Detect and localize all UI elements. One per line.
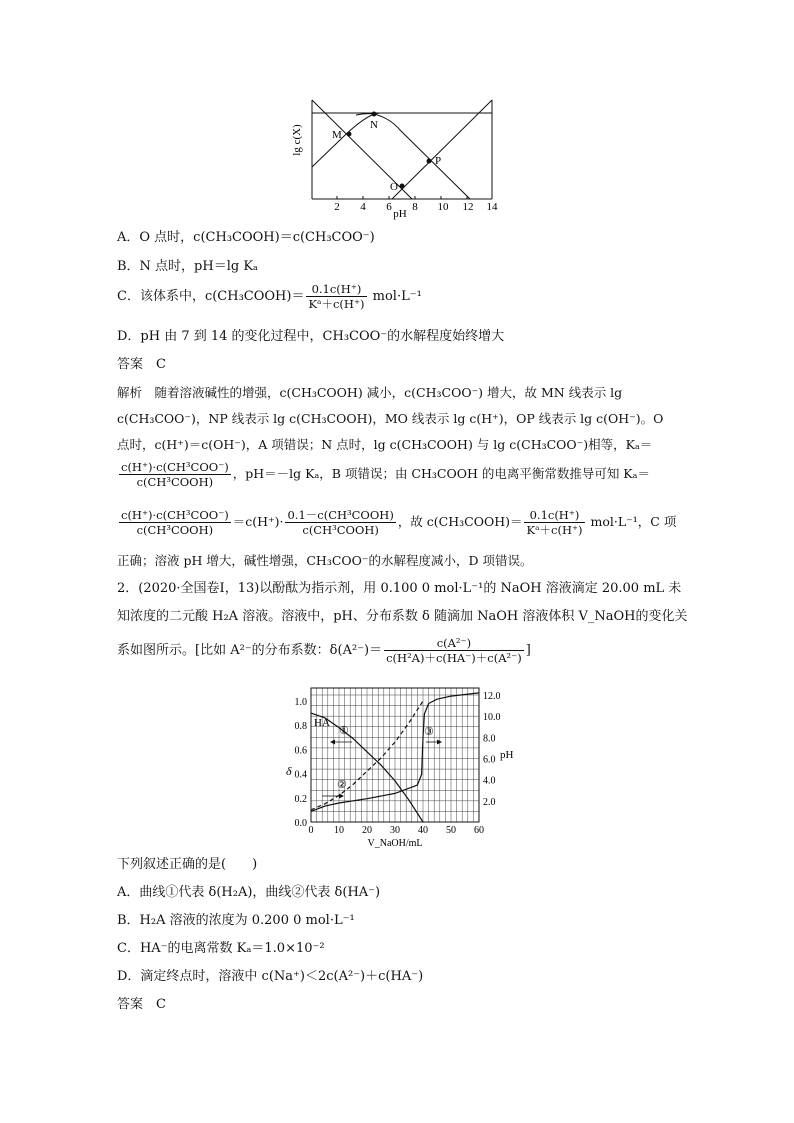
right-tick-label: 2.0: [483, 796, 496, 808]
chart-xlabel: V_NaOH/mL: [367, 838, 423, 849]
x-tick-label: 60: [474, 825, 484, 836]
q2-stem-line1: 2．(2020·全国卷Ⅰ，13)以酚酞为指示剂，用 0.100 0 mol·L⁻¹的 NaOH 溶液滴定 20.00 mL 未: [117, 581, 682, 596]
fig1-tick-10: 10: [437, 201, 449, 213]
fig1-point-o: [400, 184, 405, 189]
q1-explanation-2: c(CH₃COO⁻)，NP 线表示 lg c(CH₃COOH)，MO 线表示 lg c(H⁺)，OP 线表示 lg c(OH⁻)。O: [117, 411, 664, 426]
q2-stem-frac: [384, 636, 524, 665]
titration-chart: [0, 680, 794, 850]
right-tick-label: 6.0: [483, 754, 496, 766]
x-tick-label: 10: [334, 825, 344, 836]
x-tick-label: 20: [362, 825, 372, 836]
fig1-tick-6: 6: [386, 201, 392, 213]
fig1-point-n: [372, 112, 377, 117]
q1-option-c-num: 0.1c(H⁺): [306, 282, 366, 297]
chart-ylabel-left: δ: [286, 764, 292, 778]
q1-exp5-num3: 0.1c(H⁺): [524, 508, 584, 523]
left-tick-label: 0.0: [294, 818, 307, 829]
q2-stem-line2: 知浓度的二元酸 H₂A 溶液。溶液中，pH、分布系数 δ 随滴加 NaOH 溶液体积 V_NaOH的变化关: [117, 609, 688, 624]
q1-exp5-num1: c(H⁺)·c(CH³COO⁻): [121, 508, 229, 522]
arrow-curve1-head: [330, 740, 335, 745]
q1-explanation-1: 解析 随着溶液碱性的增强，c(CH₃COOH) 减小，c(CH₃COO⁻) 增大，故 MN 线表示 lg: [117, 385, 623, 400]
x-tick-label: 40: [418, 825, 428, 836]
q1-option-d: D．pH 由 7 到 14 的变化过程中，CH₃COO⁻的水解程度始终增大: [117, 329, 505, 344]
q1-exp4-rest: ，pH＝－lg Kₐ，B 项错误；由 CH₃COOH 的电离平衡常数推导可知 Kₐ＝: [232, 466, 650, 481]
fig1-xlabel: pH: [393, 208, 407, 220]
q1-option-c: [117, 282, 422, 311]
q1-exp5-mid2: ，故 c(CH₃COOH)＝: [397, 514, 523, 529]
left-tick-label: 0.2: [294, 793, 307, 805]
q1-exp5-frac1: [119, 508, 231, 537]
q1-answer: 答案 C: [117, 357, 166, 372]
q1-exp5-num2: 0.1－c(CH³COOH): [287, 508, 394, 522]
left-tick-label: 0.6: [294, 745, 307, 757]
q1-option-c-pre: C．该体系中，c(CH₃COOH)＝: [117, 289, 305, 304]
fig1-tick-12: 12: [462, 201, 474, 213]
chart-label-curve2: ②: [337, 779, 347, 791]
fig1-tick-8: 8: [412, 201, 418, 213]
q2-prompt: 下列叙述正确的是( ): [117, 857, 258, 872]
q1-exp5-mid: ＝c(H⁺)·: [232, 514, 284, 529]
q2-option-b: B．H₂A 溶液的浓度为 0.200 0 mol·L⁻¹: [117, 913, 355, 928]
chart-label-ha: HA: [314, 717, 330, 729]
q1-exp5-frac2: [285, 508, 395, 537]
q2-stem-frac-num: c(A²⁻): [384, 636, 524, 651]
fig1-point-p: [427, 159, 432, 164]
x-tick-label: 50: [446, 825, 456, 836]
q1-exp5-den2: c(CH³COOH): [302, 523, 379, 537]
chart-grid: [311, 688, 479, 822]
fig1-point-m: [347, 132, 352, 137]
q1-explanation-4-frac: [119, 460, 231, 489]
q2-stem-line3-pre: 系如图所示。[比如 A²⁻的分布系数：δ(A²⁻)＝: [117, 643, 383, 658]
q2-option-c: C．HA⁻的电离常数 Kₐ＝1.0×10⁻²: [117, 941, 325, 956]
q2-stem-frac-den: c(H²A)＋c(HA⁻)＋c(A²⁻): [386, 651, 522, 665]
q2-stem-line3: [117, 636, 531, 665]
q2-stem-line3-end: ]: [525, 643, 531, 658]
fig1-line-op: [392, 100, 492, 199]
q1-option-c-unit: mol·L⁻¹: [372, 289, 422, 304]
left-tick-label: 0.4: [294, 769, 307, 781]
q1-exp5-end: mol·L⁻¹，C 项: [590, 514, 677, 529]
figure1-chart: [0, 0, 794, 230]
q1-exp5-den1: c(CH³COOH): [136, 523, 214, 537]
fig1-tick-4: 4: [360, 201, 366, 213]
q2-option-d: D．滴定终点时，溶液中 c(Na⁺)＜2c(A²⁻)＋c(HA⁻): [117, 969, 424, 984]
chart-ylabel-right: pH: [500, 749, 514, 761]
q1-option-c-den: Kᵃ＋c(H⁺): [308, 297, 365, 311]
x-tick-label: 0: [308, 825, 314, 836]
q1-explanation-6: 正确；溶液 pH 增大，碱性增强，CH₃COO⁻的水解程度减小，D 项错误。: [117, 553, 533, 568]
chart-ticks: [295, 691, 501, 836]
q1-option-a: A．O 点时，c(CH₃COOH)＝c(CH₃COO⁻): [117, 230, 375, 245]
q1-option-c-frac: [306, 282, 366, 311]
q1-exp4-num: c(H⁺)·c(CH³COO⁻): [121, 460, 229, 474]
q1-explanation-5: [117, 508, 676, 537]
arrow-curve3-head: [437, 740, 442, 745]
fig1-tick-14: 14: [486, 201, 498, 213]
q1-explanation-4: [117, 460, 650, 489]
left-tick-label: 0.8: [294, 721, 307, 733]
right-tick-label: 4.0: [483, 775, 496, 787]
q2-option-a: A．曲线①代表 δ(H₂A)，曲线②代表 δ(HA⁻): [117, 885, 381, 900]
left-tick-label: 1.0: [294, 697, 307, 708]
chart-label-curve3: ③: [424, 726, 434, 738]
fig1-label-m: M: [332, 129, 342, 141]
q1-exp4-den: c(CH³COOH): [136, 475, 214, 489]
q1-exp5-den3: Kᵃ＋c(H⁺): [526, 523, 583, 537]
arrow-curve2-head: [339, 794, 344, 799]
chart-label-curve1: ①: [339, 725, 349, 737]
q1-option-b: B．N 点时，pH＝lg Kₐ: [117, 259, 259, 274]
fig1-label-n: N: [370, 119, 378, 131]
q1-exp5-frac3: [524, 508, 584, 537]
right-tick-label: 8.0: [483, 733, 496, 745]
q2-answer: 答案 C: [117, 997, 166, 1012]
q1-explanation-3: 点时，c(H⁺)＝c(OH⁻)，A 项错误；N 点时，lg c(CH₃COOH) 与 lg c(CH₃COO⁻)相等，Kₐ＝: [117, 437, 653, 452]
fig1-label-o: O: [390, 181, 398, 193]
right-tick-label: 10.0: [483, 712, 501, 724]
right-tick-label: 12.0: [483, 691, 501, 702]
fig1-tick-2: 2: [334, 201, 340, 213]
fig1-label-p: P: [435, 155, 442, 167]
x-tick-label: 30: [390, 825, 400, 836]
fig1-ylabel: lg c(X): [291, 124, 303, 156]
